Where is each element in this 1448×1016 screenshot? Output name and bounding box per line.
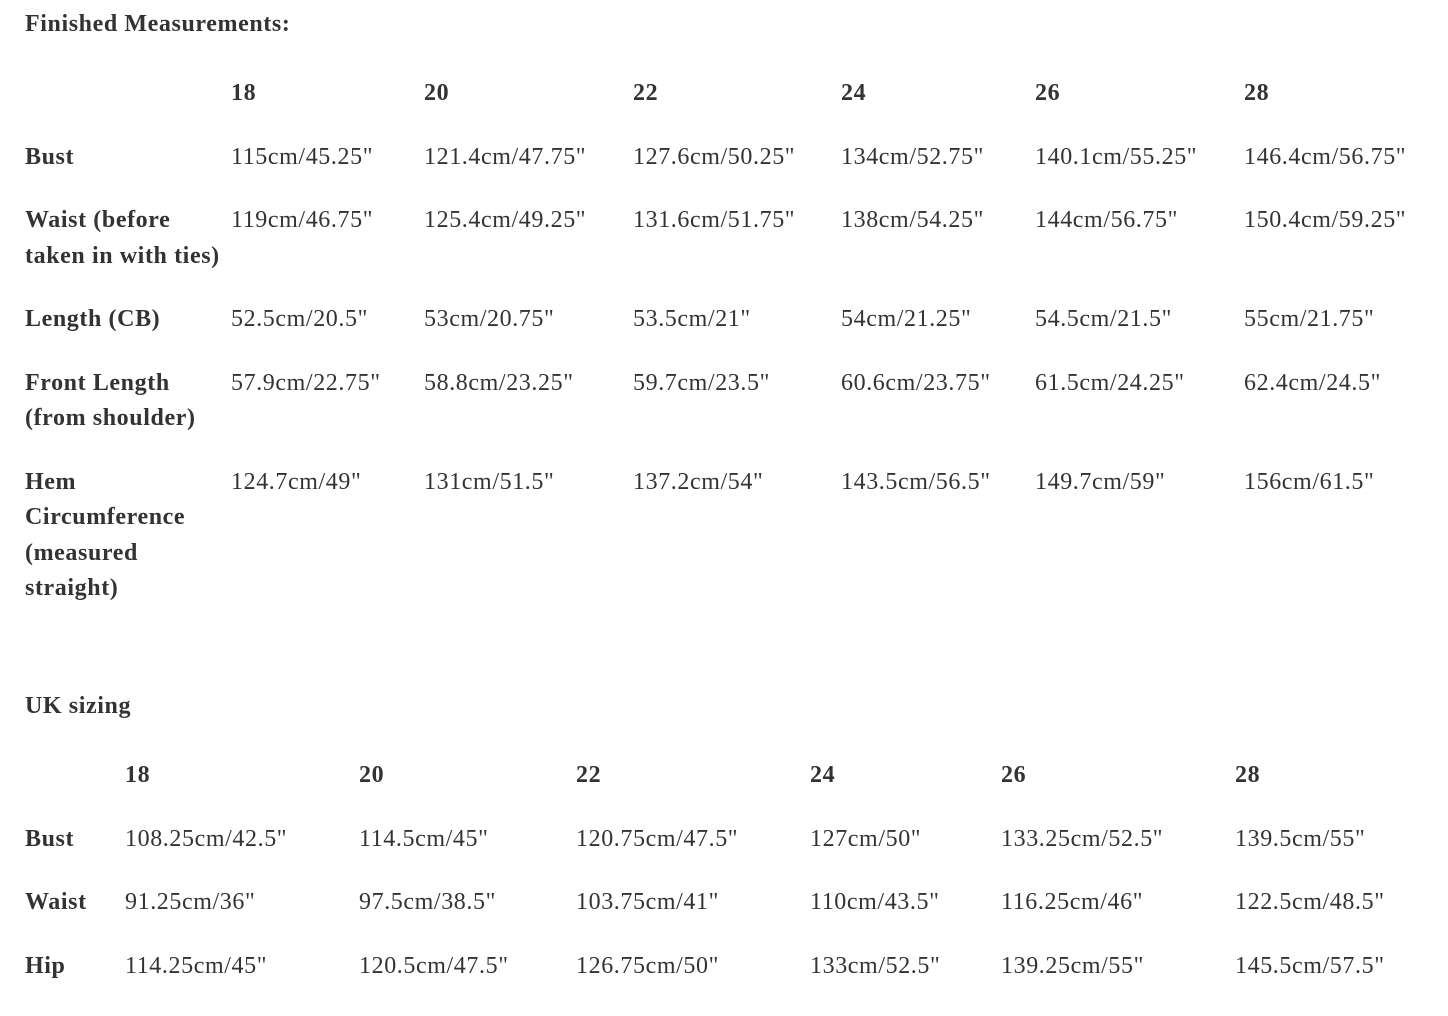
table-row (25, 822, 1435, 886)
measurement-cell: 53cm/20.75" (424, 306, 555, 332)
measurement-cell: 131cm/51.5" (424, 468, 555, 495)
measurement-cell: 150.4cm/59.25" (1244, 207, 1407, 233)
measurement-cell: 110cm/43.5" (810, 889, 940, 915)
size-header: 18 (231, 80, 257, 106)
measurement-cell: 120.75cm/47.5" (576, 825, 739, 852)
measurement-cell: 121.4cm/47.75" (424, 143, 587, 170)
measurement-cell: 91.25cm/36" (125, 889, 256, 915)
measurement-cell: 149.7cm/59" (1035, 468, 1166, 495)
size-header: 24 (810, 762, 836, 788)
measurement-cell: 97.5cm/38.5" (359, 889, 496, 915)
measurement-cell: 145.5cm/57.5" (1235, 952, 1385, 979)
table-row (25, 465, 1435, 635)
measurement-cell: 127cm/50" (810, 825, 922, 852)
measurement-cell: 140.1cm/55.25" (1035, 143, 1198, 170)
measurement-cell: 122.5cm/48.5" (1235, 889, 1385, 915)
measurement-cell: 57.9cm/22.75" (231, 369, 381, 396)
row-label: Waist (25, 889, 87, 915)
measurement-cell: 61.5cm/24.25" (1035, 369, 1185, 396)
table-row (25, 366, 1435, 465)
measurement-cell: 133.25cm/52.5" (1001, 825, 1164, 852)
uk-sizing-title: UK sizing (25, 693, 132, 719)
measurement-cell: 114.5cm/45" (359, 825, 489, 852)
size-header: 22 (633, 80, 659, 106)
header-empty-cell (25, 758, 125, 822)
size-header: 26 (1035, 80, 1061, 106)
measurement-cell: 143.5cm/56.5" (841, 468, 991, 495)
measurement-cell: 108.25cm/42.5" (125, 825, 288, 852)
size-header-row (25, 758, 1435, 822)
size-header: 18 (125, 762, 151, 788)
measurement-cell: 146.4cm/56.75" (1244, 143, 1407, 170)
table-row (25, 140, 1435, 204)
measurement-cell: 137.2cm/54" (633, 468, 764, 495)
measurement-cell: 54.5cm/21.5" (1035, 306, 1172, 332)
measurement-cell: 55cm/21.75" (1244, 306, 1375, 332)
size-header: 20 (359, 762, 385, 788)
size-header: 22 (576, 762, 602, 788)
size-header: 28 (1235, 762, 1261, 788)
size-header: 26 (1001, 762, 1027, 788)
row-label: Front Length (from shoulder) (25, 369, 196, 431)
size-header: 28 (1244, 80, 1270, 106)
measurement-cell: 126.75cm/50" (576, 952, 719, 979)
measurement-cell: 139.25cm/55" (1001, 952, 1144, 979)
measurement-cell: 119cm/46.75" (231, 207, 374, 233)
measurement-cell: 124.7cm/49" (231, 468, 362, 495)
measurement-cell: 53.5cm/21" (633, 306, 751, 332)
measurement-cell: 156cm/61.5" (1244, 468, 1375, 495)
measurement-cell: 127.6cm/50.25" (633, 143, 796, 170)
measurement-cell: 116.25cm/46" (1001, 889, 1144, 915)
measurement-cell: 54cm/21.25" (841, 306, 972, 332)
measurement-cell: 120.5cm/47.5" (359, 952, 509, 979)
measurement-cell: 134cm/52.75" (841, 143, 984, 170)
finished-measurements-table (25, 76, 1435, 635)
measurement-cell: 125.4cm/49.25" (424, 207, 587, 233)
measurement-cell: 103.75cm/41" (576, 889, 719, 915)
table-row (25, 302, 1435, 366)
measurement-cell: 133cm/52.5" (810, 952, 941, 979)
row-label: Bust (25, 825, 75, 852)
table-row (25, 885, 1435, 949)
measurement-cell: 59.7cm/23.5" (633, 369, 770, 396)
size-header-row (25, 76, 1435, 140)
finished-measurements-title: Finished Measurements: (25, 11, 291, 37)
table-row (25, 949, 1435, 1013)
row-label: Bust (25, 143, 75, 170)
row-label: Hip (25, 952, 66, 979)
size-header: 20 (424, 80, 450, 106)
size-header: 24 (841, 80, 867, 106)
measurement-cell: 58.8cm/23.25" (424, 369, 574, 396)
measurement-cell: 144cm/56.75" (1035, 207, 1178, 233)
row-label: Waist (before taken in with ties) (25, 207, 220, 269)
header-empty-cell (25, 76, 231, 140)
row-label: Length (CB) (25, 306, 161, 332)
measurement-cell: 114.25cm/45" (125, 952, 268, 979)
measurement-cell: 62.4cm/24.5" (1244, 369, 1381, 396)
measurement-cell: 139.5cm/55" (1235, 825, 1366, 852)
measurement-cell: 131.6cm/51.75" (633, 207, 796, 233)
table-row (25, 203, 1435, 302)
measurement-cell: 115cm/45.25" (231, 143, 374, 170)
measurement-cell: 52.5cm/20.5" (231, 306, 368, 332)
measurement-cell: 60.6cm/23.75" (841, 369, 991, 396)
uk-sizing-table (25, 758, 1435, 1012)
measurement-cell: 138cm/54.25" (841, 207, 984, 233)
row-label: Hem Circumference (measured straight) (25, 468, 186, 601)
